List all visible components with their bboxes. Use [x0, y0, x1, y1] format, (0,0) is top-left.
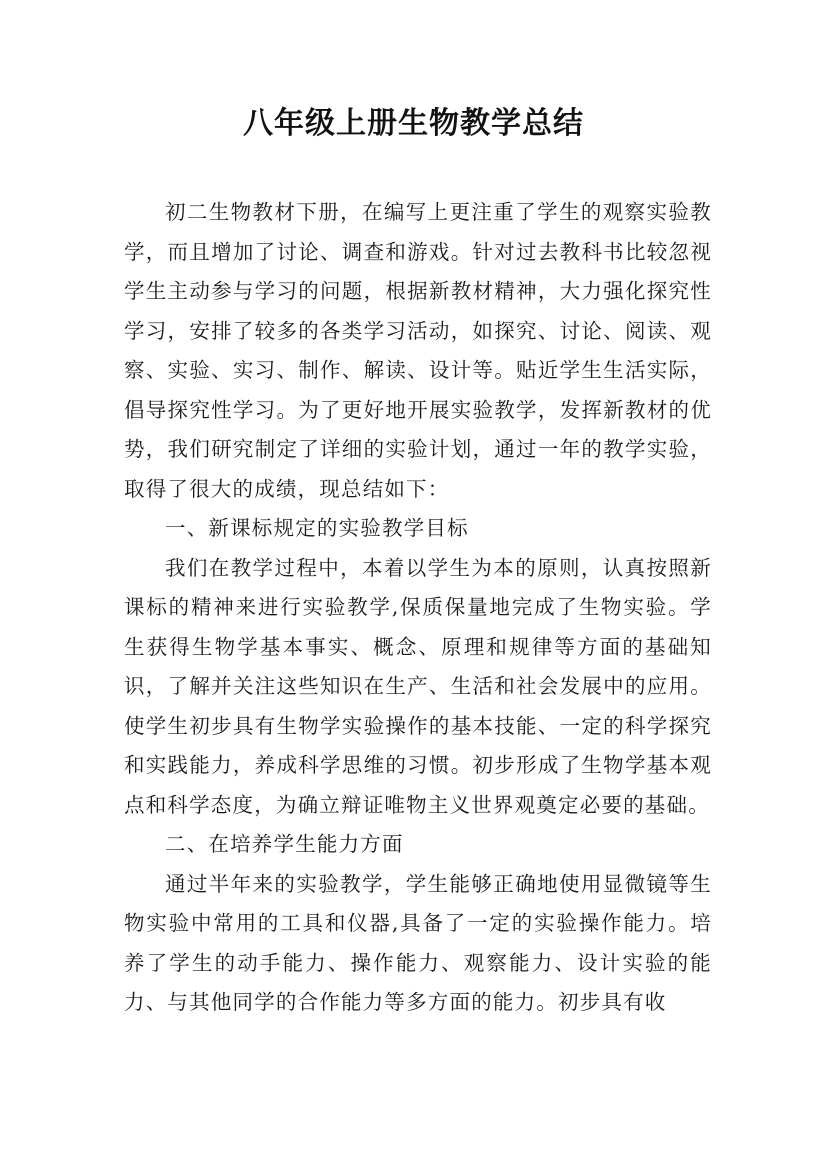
section-heading-1: 一、新课标规定的实验教学目标 — [165, 516, 469, 540]
document-title: 八年级上册生物教学总结 — [243, 106, 584, 141]
document-body — [124, 193, 712, 1023]
section-heading-2: 二、在培养学生能力方面 — [165, 832, 404, 856]
section-2-paragraph: 通过半年来的实验教学，学生能够正确地使用显微镜等生物实验中常用的工具和仪器,具备了一定的实验操作能力。培养了学生的动手能力、操作能力、观察能力、设计实验的能力、与其他同学的合作能力等多方面的能力。初步具有收 — [124, 871, 712, 1014]
section-1-paragraph: 我们在教学过程中，本着以学生为本的原则，认真按照新课标的精神来进行实验教学,保质保量地完成了生物实验。学生获得生物学基本事实、概念、原理和规律等方面的基础知识，了解并关注这些知识在生产、生活和社会发展中的应用。使学生初步具有生物学实验操作的基本技能、一定的科学探究和实践能力，养成科学思维的习惯。初步形成了生物学基本观点和科学态度，为确立辩证唯物主义世界观奠定必要的基础。 — [124, 555, 712, 817]
intro-paragraph: 初二生物教材下册，在编写上更注重了学生的观察实验教学，而且增加了讨论、调查和游戏。针对过去教科书比较忽视学生主动参与学习的问题，根据新教材精神，大力强化探究性学习，安排了较多的各类学习活动，如探究、讨论、阅读、观察、实验、实习、制作、解读、设计等。贴近学生生活实际，倡导探究性学习。为了更好地开展实验教学，发挥新教材的优势，我们研究制定了详细的实验计划，通过一年的教学实验，取得了很大的成绩，现总结如下： — [124, 200, 712, 501]
